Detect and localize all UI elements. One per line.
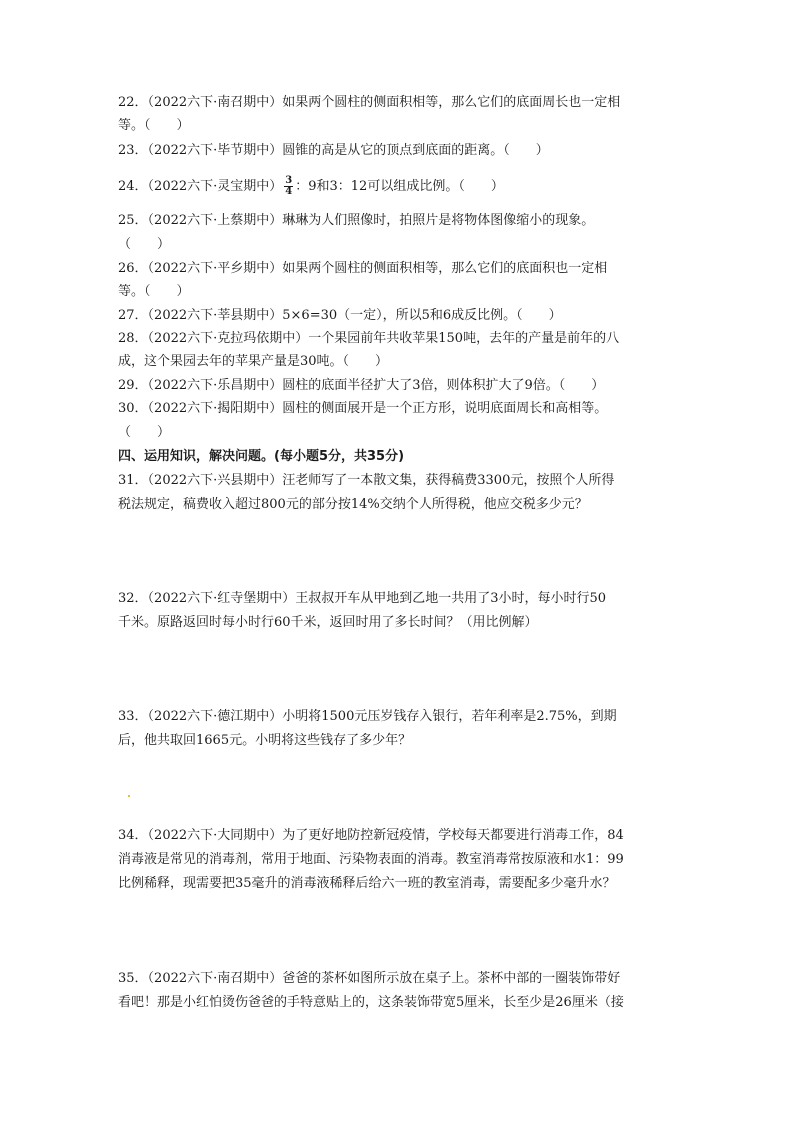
q32-line-2: 千米。原路返回时每小时行60千米，返回时用了多长时间？（用比例解） bbox=[118, 615, 538, 630]
q33-line-1: 33．（2022六下·德江期中）小明将1500元压岁钱存入银行，若年利率是2.75%，到期 bbox=[118, 709, 617, 724]
q33-line-2: 后，他共取回1665元。小明将这些钱存了多少年？ bbox=[118, 733, 412, 748]
q24-fraction-denominator: 4 bbox=[285, 186, 293, 197]
q30-line-2: （ ） bbox=[118, 425, 171, 440]
q29-line: 29．（2022六下·乐昌期中）圆柱的底面半径扩大了3倍，则体积扩大了9倍。（ ） bbox=[118, 378, 605, 393]
q22-line-2: 等。（ ） bbox=[118, 118, 190, 133]
q26-line-1: 26．（2022六下·平乡期中）如果两个圆柱的侧面积相等，那么它们的底面积也一定相 bbox=[118, 261, 608, 276]
section-4-heading: 四、运用知识，解决问题。(每小题5分，共35分) bbox=[118, 449, 405, 464]
q35-line-1: 35．（2022六下·南召期中）爸爸的茶杯如图所示放在桌子上。茶杯中部的一圈装饰带好 bbox=[118, 971, 621, 986]
q32-line-1: 32．（2022六下·红寺堡期中）王叔叔开车从甲地到乙地一共用了3小时，每小时行50 bbox=[118, 591, 607, 606]
q35-line-2: 看吧！那是小红怕烫伤爸爸的手特意贴上的，这条装饰带宽5厘米，长至少是26厘米（接 bbox=[118, 995, 624, 1010]
q34-line-3: 比例稀释，现需要把35毫升的消毒液稀释后给六一班的教室消毒，需要配多少毫升水？ bbox=[118, 876, 616, 891]
q31-line-2: 税法规定，稿费收入超过800元的部分按14%交纳个人所得税，他应交税多少元？ bbox=[118, 497, 588, 512]
q24-fraction-numerator: 3 bbox=[285, 175, 293, 186]
q24-line bbox=[118, 176, 504, 197]
q23-line: 23．（2022六下·毕节期中）圆锥的高是从它的顶点到底面的距离。（ ） bbox=[118, 143, 549, 158]
q34-line-1: 34．（2022六下·大同期中）为了更好地防控新冠疫情，学校每天都要进行消毒工作，84 bbox=[118, 828, 624, 843]
q25-line-1: 25．（2022六下·上蔡期中）琳琳为人们照像时，拍照片是将物体图像缩小的现象。 bbox=[118, 213, 595, 228]
q24-suffix: ：9和3：12可以组成比例。（ ） bbox=[295, 179, 504, 194]
q25-line-2: （ ） bbox=[118, 237, 171, 252]
q26-line-2: 等。（ ） bbox=[118, 284, 190, 299]
stray-dot-mark bbox=[128, 795, 130, 797]
q28-line-1: 28．（2022六下·克拉玛依期中）一个果园前年共收苹果150吨，去年的产量是前年的八 bbox=[118, 331, 620, 346]
q34-line-2: 消毒液是常见的消毒剂，常用于地面、污染物表面的消毒。教室消毒常按原液和水1：99 bbox=[118, 852, 624, 867]
q28-line-2: 成，这个果园去年的苹果产量是30吨。（ ） bbox=[118, 354, 389, 369]
q30-line-1: 30．（2022六下·揭阳期中）圆柱的侧面展开是一个正方形，说明底面周长和高相等。 bbox=[118, 401, 608, 416]
q31-line-1: 31．（2022六下·兴县期中）汪老师写了一本散文集，获得稿费3300元，按照个人所得 bbox=[118, 473, 615, 488]
q27-line: 27．（2022六下·莘县期中）5×6=30（一定），所以5和6成反比例。（ ） bbox=[118, 308, 562, 323]
q22-line-1: 22．（2022六下·南召期中）如果两个圆柱的侧面积相等，那么它们的底面周长也一定相 bbox=[118, 95, 621, 110]
q24-prefix: 24．（2022六下·灵宝期中） bbox=[118, 179, 283, 194]
q24-fraction bbox=[284, 176, 293, 197]
